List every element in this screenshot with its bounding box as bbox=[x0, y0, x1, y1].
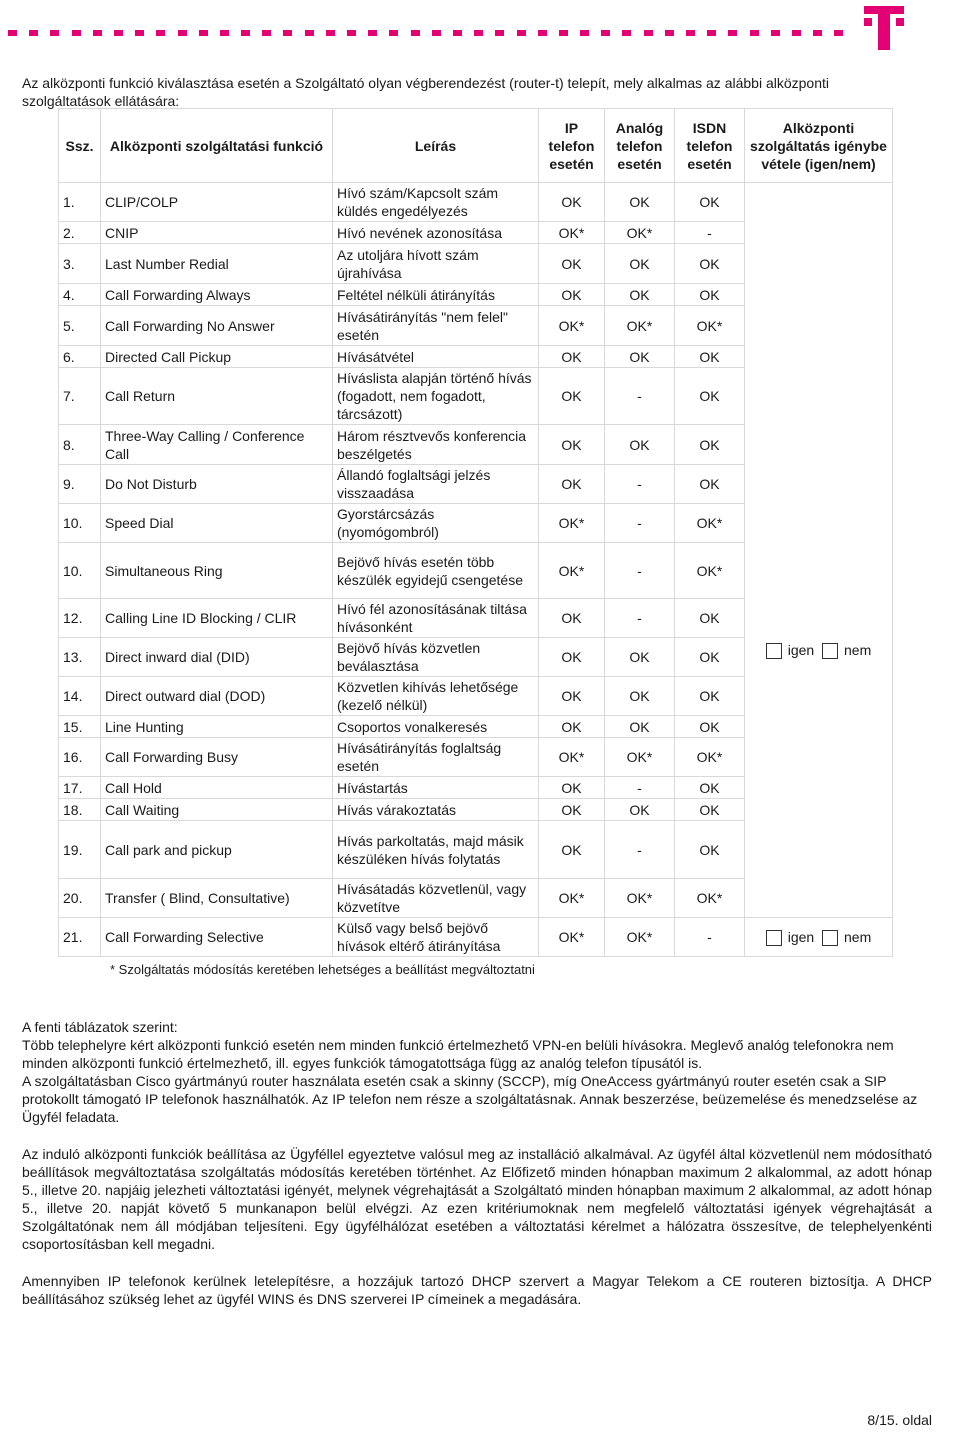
brand-dot bbox=[199, 30, 208, 36]
brand-dot bbox=[474, 30, 483, 36]
brand-dot bbox=[135, 30, 144, 36]
row-isdn-status: OK bbox=[675, 425, 745, 465]
row-number: 8. bbox=[59, 425, 101, 465]
brand-dot bbox=[559, 30, 568, 36]
row-isdn-status: OK bbox=[675, 638, 745, 677]
row-function: Directed Call Pickup bbox=[101, 346, 333, 368]
row-number: 17. bbox=[59, 777, 101, 799]
row-analog-status: - bbox=[605, 777, 675, 799]
row-description: Az utoljára hívott szám újrahívása bbox=[333, 244, 539, 284]
brand-dot bbox=[93, 30, 102, 36]
brand-dot bbox=[156, 30, 165, 36]
intro-text: Az alközponti funkció kiválasztása esetén a Szolgáltató olyan végberendezést (router-t) telepít, mely alkalmas az alábbi alközponti szolgáltatások ellátására: bbox=[22, 75, 829, 109]
row-number: 3. bbox=[59, 244, 101, 284]
nem-label-last: nem bbox=[844, 928, 872, 945]
row-function: Call Hold bbox=[101, 777, 333, 799]
paragraph-dhcp: Amennyiben IP telefonok kerülnek letelepítésre, a hozzájuk tartozó DHCP szervert a Magyar Telekom a CE routeren biztosítja. A DHCP beállításához szükség lehet az ügyfél WINS és DNS szerverei IP címeinek a megadására. bbox=[22, 1273, 932, 1307]
row-ip-status: OK bbox=[539, 777, 605, 799]
row-number: 18. bbox=[59, 799, 101, 821]
brand-dot-strip bbox=[8, 26, 858, 36]
row-function: Call Return bbox=[101, 368, 333, 425]
row-function: Call park and pickup bbox=[101, 821, 333, 879]
row-description: Gyorstárcsázás (nyomógombról) bbox=[333, 504, 539, 543]
row-function: Call Waiting bbox=[101, 799, 333, 821]
row-ip-status: OK bbox=[539, 799, 605, 821]
row-description: Külső vagy belső bejövő hívások eltérő átirányítása bbox=[333, 918, 539, 957]
brand-dot bbox=[432, 30, 441, 36]
brand-dot bbox=[389, 30, 398, 36]
row-function: Speed Dial bbox=[101, 504, 333, 543]
header-order: Alközponti szolgáltatás igénybe vétele (igen/nem) bbox=[745, 109, 893, 183]
row-analog-status: OK bbox=[605, 183, 675, 222]
header-ssz: Ssz. bbox=[59, 109, 101, 183]
brand-dot bbox=[50, 30, 59, 36]
row-isdn-status: OK bbox=[675, 677, 745, 716]
header-description: Leírás bbox=[333, 109, 539, 183]
row-analog-status: OK bbox=[605, 638, 675, 677]
services-table bbox=[58, 108, 893, 957]
row-number: 19. bbox=[59, 821, 101, 879]
row-number: 1. bbox=[59, 183, 101, 222]
row-function: Call Forwarding Always bbox=[101, 284, 333, 306]
row-function: Call Forwarding No Answer bbox=[101, 306, 333, 346]
row-isdn-status: - bbox=[675, 222, 745, 244]
row-ip-status: OK bbox=[539, 368, 605, 425]
row-description: Hívástartás bbox=[333, 777, 539, 799]
row-number: 7. bbox=[59, 368, 101, 425]
row-description: Bejövő hívás esetén több készülék egyidejű csengetése bbox=[333, 543, 539, 599]
row-isdn-status: OK* bbox=[675, 504, 745, 543]
brand-dot bbox=[495, 30, 504, 36]
telekom-t-logo-icon bbox=[862, 4, 906, 52]
row-isdn-status: OK bbox=[675, 777, 745, 799]
row-ip-status: OK bbox=[539, 284, 605, 306]
row-isdn-status: OK bbox=[675, 599, 745, 638]
brand-dot bbox=[178, 30, 187, 36]
brand-dot bbox=[305, 30, 314, 36]
row-description: Csoportos vonalkeresés bbox=[333, 716, 539, 738]
row-description: Hívás várakoztatás bbox=[333, 799, 539, 821]
row-isdn-status: OK bbox=[675, 244, 745, 284]
row-number: 2. bbox=[59, 222, 101, 244]
row-analog-status: - bbox=[605, 368, 675, 425]
row-function: Call Forwarding Selective bbox=[101, 918, 333, 957]
brand-dot bbox=[538, 30, 547, 36]
row-number: 20. bbox=[59, 879, 101, 918]
igen-label: igen bbox=[787, 641, 815, 658]
row-number: 15. bbox=[59, 716, 101, 738]
header-isdn: ISDN telefon esetén bbox=[675, 109, 745, 183]
row-analog-status: - bbox=[605, 465, 675, 504]
brand-dot bbox=[792, 30, 801, 36]
nem-checkbox-last[interactable] bbox=[822, 930, 838, 946]
row-number: 10. bbox=[59, 504, 101, 543]
brand-dot bbox=[347, 30, 356, 36]
row-isdn-status: OK bbox=[675, 821, 745, 879]
brand-dot bbox=[665, 30, 674, 36]
row-description: Állandó foglaltsági jelzés visszaadása bbox=[333, 465, 539, 504]
row-isdn-status: OK* bbox=[675, 879, 745, 918]
brand-dot bbox=[813, 30, 822, 36]
row-function: Direct inward dial (DID) bbox=[101, 638, 333, 677]
row-ip-status: OK bbox=[539, 425, 605, 465]
row-analog-status: OK bbox=[605, 425, 675, 465]
row-isdn-status: OK bbox=[675, 284, 745, 306]
paragraph-vpn: Több telephelyre kért alközponti funkció esetén nem minden funkció értelmezhető VPN-en belüli hívásokra. Meglevő analóg telefonokra nem minden alközponti funkció értelmezhető, ill. egyes funkciók támogatottsága függ az analóg telefon típusától is. bbox=[22, 1037, 894, 1071]
brand-dot bbox=[707, 30, 716, 36]
row-isdn-status: OK bbox=[675, 183, 745, 222]
row-isdn-status: OK bbox=[675, 346, 745, 368]
brand-dot bbox=[72, 30, 81, 36]
row-description: Hívás parkoltatás, majd másik készüléken hívás folytatás bbox=[333, 821, 539, 879]
nem-label: nem bbox=[844, 641, 872, 658]
brand-dot bbox=[29, 30, 38, 36]
row-ip-status: OK* bbox=[539, 222, 605, 244]
igen-checkbox-last[interactable] bbox=[766, 930, 782, 946]
row-number: 9. bbox=[59, 465, 101, 504]
brand-dot bbox=[368, 30, 377, 36]
row-description: Közvetlen kihívás lehetősége (kezelő nélkül) bbox=[333, 677, 539, 716]
row-ip-status: OK bbox=[539, 346, 605, 368]
row-ip-status: OK bbox=[539, 638, 605, 677]
row-description: Hívó fél azonosításának tiltása hívásonként bbox=[333, 599, 539, 638]
row-function: Calling Line ID Blocking / CLIR bbox=[101, 599, 333, 638]
header-analog: Analóg telefon esetén bbox=[605, 109, 675, 183]
brand-dot bbox=[728, 30, 737, 36]
row-isdn-status: OK bbox=[675, 799, 745, 821]
row-number: 4. bbox=[59, 284, 101, 306]
row-description: Hívásátirányítás foglaltság esetén bbox=[333, 738, 539, 777]
order-choice-cell-last bbox=[745, 918, 893, 957]
brand-dot bbox=[834, 30, 843, 36]
row-number: 10. bbox=[59, 543, 101, 599]
row-description: Hívásátirányítás "nem felel" esetén bbox=[333, 306, 539, 346]
brand-dot bbox=[601, 30, 610, 36]
row-analog-status: OK bbox=[605, 244, 675, 284]
brand-dot bbox=[580, 30, 589, 36]
brand-dot bbox=[241, 30, 250, 36]
paragraph-settings: Az induló alközponti funkciók beállítása az Ügyféllel egyeztetve valósul meg az installáció alkalmával. Az ügyfél által közvetlenül nem módosítható beállítások megváltoztatása szolgáltatás módosítás keretében történhet. Az Előfizető minden hónapban maximum 2 alkalommal, az adott hónap 5., illetve 20. napjáig jelezheti változtatási igényét, melynek végrehajtását a Szolgáltató minden hónapban maximum 2 alkalommal, az adott hónap 5., illetve 20. napját követő 5 munkanapon belül elvégzi. Az ezen kritériumoknak nem megfelelő változtatási igények végrehajtását a Szolgáltatónak nem áll módjában teljesíteni. Egy ügyfélhálózat esetében a változtatási kérelmet a hálózatra összesítve, de telephelyenkénti csoportosításban kell megadni. bbox=[22, 1146, 932, 1252]
row-isdn-status: OK bbox=[675, 465, 745, 504]
row-analog-status: OK bbox=[605, 716, 675, 738]
header-function: Alközponti szolgáltatási funkció bbox=[101, 109, 333, 183]
brand-dot bbox=[686, 30, 695, 36]
row-analog-status: OK* bbox=[605, 879, 675, 918]
row-description: Hívásátvétel bbox=[333, 346, 539, 368]
paragraph-heading: A fenti táblázatok szerint: bbox=[22, 1019, 178, 1035]
row-ip-status: OK bbox=[539, 599, 605, 638]
order-choice-cell bbox=[745, 183, 893, 918]
brand-dot bbox=[114, 30, 123, 36]
row-number: 16. bbox=[59, 738, 101, 777]
row-function: Three-Way Calling / Conference Call bbox=[101, 425, 333, 465]
row-function: CLIP/COLP bbox=[101, 183, 333, 222]
row-analog-status: - bbox=[605, 543, 675, 599]
row-ip-status: OK bbox=[539, 677, 605, 716]
row-function: Transfer ( Blind, Consultative) bbox=[101, 879, 333, 918]
page-number: 8/15. oldal bbox=[867, 1412, 932, 1428]
row-number: 21. bbox=[59, 918, 101, 957]
row-number: 6. bbox=[59, 346, 101, 368]
row-ip-status: OK* bbox=[539, 306, 605, 346]
row-isdn-status: OK* bbox=[675, 543, 745, 599]
row-ip-status: OK bbox=[539, 465, 605, 504]
row-ip-status: OK bbox=[539, 821, 605, 879]
row-analog-status: - bbox=[605, 599, 675, 638]
row-number: 5. bbox=[59, 306, 101, 346]
igen-checkbox[interactable] bbox=[766, 643, 782, 659]
brand-dot bbox=[622, 30, 631, 36]
row-analog-status: OK bbox=[605, 284, 675, 306]
row-analog-status: OK bbox=[605, 799, 675, 821]
brand-dot bbox=[411, 30, 420, 36]
row-description: Hívó szám/Kapcsolt szám küldés engedélyezés bbox=[333, 183, 539, 222]
row-description: Három résztvevős konferencia beszélgetés bbox=[333, 425, 539, 465]
row-analog-status: OK* bbox=[605, 918, 675, 957]
table-row bbox=[59, 918, 893, 957]
igen-label-last: igen bbox=[787, 928, 815, 945]
row-analog-status: OK* bbox=[605, 222, 675, 244]
row-analog-status: OK bbox=[605, 346, 675, 368]
row-analog-status: OK* bbox=[605, 738, 675, 777]
row-function: Line Hunting bbox=[101, 716, 333, 738]
row-function: CNIP bbox=[101, 222, 333, 244]
row-ip-status: OK* bbox=[539, 918, 605, 957]
row-number: 12. bbox=[59, 599, 101, 638]
brand-dot bbox=[220, 30, 229, 36]
row-function: Simultaneous Ring bbox=[101, 543, 333, 599]
brand-dot bbox=[771, 30, 780, 36]
row-description: Híváslista alapján történő hívás (fogadott, nem fogadott, tárcsázott) bbox=[333, 368, 539, 425]
row-analog-status: OK bbox=[605, 677, 675, 716]
row-isdn-status: OK* bbox=[675, 306, 745, 346]
brand-dot bbox=[326, 30, 335, 36]
header-ip: IP telefon esetén bbox=[539, 109, 605, 183]
row-description: Hívásátadás közvetlenül, vagy közvetítve bbox=[333, 879, 539, 918]
brand-dot bbox=[644, 30, 653, 36]
row-ip-status: OK* bbox=[539, 504, 605, 543]
row-ip-status: OK bbox=[539, 244, 605, 284]
row-ip-status: OK* bbox=[539, 738, 605, 777]
row-isdn-status: OK bbox=[675, 368, 745, 425]
row-number: 14. bbox=[59, 677, 101, 716]
row-analog-status: - bbox=[605, 504, 675, 543]
brand-dot bbox=[283, 30, 292, 36]
brand-dot bbox=[517, 30, 526, 36]
row-description: Bejövő hívás közvetlen beválasztása bbox=[333, 638, 539, 677]
row-function: Call Forwarding Busy bbox=[101, 738, 333, 777]
row-ip-status: OK bbox=[539, 183, 605, 222]
row-isdn-status: OK bbox=[675, 716, 745, 738]
row-description: Feltétel nélküli átirányítás bbox=[333, 284, 539, 306]
brand-dot bbox=[750, 30, 759, 36]
row-analog-status: - bbox=[605, 821, 675, 879]
row-function: Last Number Redial bbox=[101, 244, 333, 284]
brand-dot bbox=[453, 30, 462, 36]
row-isdn-status: - bbox=[675, 918, 745, 957]
row-isdn-status: OK* bbox=[675, 738, 745, 777]
row-analog-status: OK* bbox=[605, 306, 675, 346]
brand-dot bbox=[8, 30, 17, 36]
row-ip-status: OK* bbox=[539, 879, 605, 918]
table-row bbox=[59, 183, 893, 222]
paragraph-router: A szolgáltatásban Cisco gyártmányú router használata esetén csak a skinny (SCCP), míg OneAccess gyártmányú router esetén csak a SIP protokollt támogató IP telefonok használhatók. Az IP telefon nem része a szolgáltatásnak. Annak beszerzése, beüzemelése és menedzselése az Ügyfél feladata. bbox=[22, 1073, 918, 1125]
row-ip-status: OK* bbox=[539, 543, 605, 599]
row-description: Hívó nevének azonosítása bbox=[333, 222, 539, 244]
row-number: 13. bbox=[59, 638, 101, 677]
row-ip-status: OK bbox=[539, 716, 605, 738]
brand-dot bbox=[262, 30, 271, 36]
footnote: * Szolgáltatás módosítás keretében lehetséges a beállítást megváltoztatni bbox=[110, 962, 535, 977]
row-function: Direct outward dial (DOD) bbox=[101, 677, 333, 716]
nem-checkbox[interactable] bbox=[822, 643, 838, 659]
row-function: Do Not Disturb bbox=[101, 465, 333, 504]
